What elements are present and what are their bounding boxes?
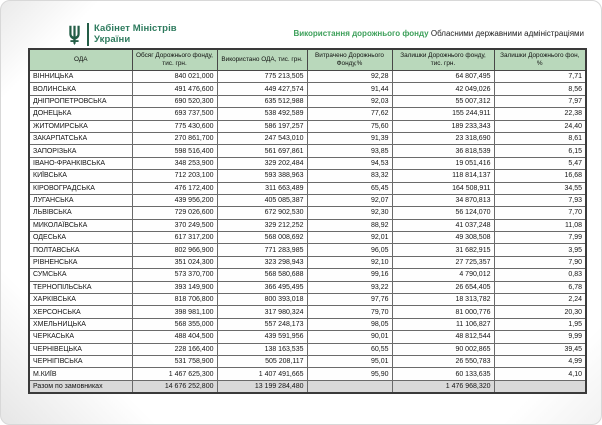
cell-remain_pct: 7,97 [494,95,586,107]
cell-remain_pct: 20,30 [494,306,586,318]
cell-remain: 164 508,911 [392,182,494,194]
logo-divider [87,23,89,46]
cell-remain_pct: 9,99 [494,331,586,343]
cell-spent: 99,16 [307,269,392,281]
cell-spent: 91,39 [307,132,392,144]
cell-used: 568 008,692 [217,232,307,244]
cell-spent: 92,01 [307,232,392,244]
cell-name: ОДЕСЬКА [29,232,132,244]
cell-name: ДОНЕЦЬКА [29,108,132,120]
cell-name: ЛЬВІВСЬКА [29,207,132,219]
cell-used: 247 543,010 [217,132,307,144]
cell-name: КИЇВСЬКА [29,170,132,182]
cell-remain_pct: 5,47 [494,157,586,169]
cell-spent: 95,90 [307,368,392,380]
total-row [29,380,586,393]
total-label: Разом по замовниках [29,380,132,393]
cell-remain_pct: 3,95 [494,244,586,256]
road-fund-table [28,48,587,394]
cell-remain: 64 807,495 [392,71,494,83]
cell-remain_pct: 6,15 [494,145,586,157]
cell-remain_pct: 7,99 [494,232,586,244]
cell-used: 586 197,257 [217,120,307,132]
cell-remain: 118 814,137 [392,170,494,182]
cell-remain_pct: 7,93 [494,194,586,206]
cell-used: 771 283,985 [217,244,307,256]
cell-spent: 60,55 [307,343,392,355]
cell-name: ДНІПРОПЕТРОВСЬКА [29,95,132,107]
cell-spent: 75,60 [307,120,392,132]
cell-spent: 79,70 [307,306,392,318]
table-row [29,294,586,306]
table-row [29,132,586,144]
cell-spent: 83,32 [307,170,392,182]
cell-remain_pct: 8,61 [494,132,586,144]
cell-name: ЛУГАНСЬКА [29,194,132,206]
cell-used: 449 427,574 [217,83,307,95]
cell-volume: 439 956,200 [132,194,217,206]
total-remain: 1 476 968,320 [392,380,494,393]
cell-remain: 27 725,357 [392,256,494,268]
cell-name: ЧЕРКАСЬКА [29,331,132,343]
cell-remain_pct: 39,45 [494,343,586,355]
cell-volume: 393 149,900 [132,281,217,293]
cell-name: ВОЛИНСЬКА [29,83,132,95]
cell-volume: 598 516,400 [132,145,217,157]
cell-remain_pct: 8,56 [494,83,586,95]
cell-volume: 573 370,700 [132,269,217,281]
cell-spent: 92,03 [307,95,392,107]
cell-remain_pct: 7,71 [494,71,586,83]
cell-spent: 92,28 [307,71,392,83]
cell-volume: 568 355,000 [132,318,217,330]
cell-name: ЖИТОМИРСЬКА [29,120,132,132]
cell-remain_pct: 6,78 [494,281,586,293]
cell-used: 329 202,484 [217,157,307,169]
table-row [29,182,586,194]
cell-remain: 26 550,783 [392,355,494,367]
cell-used: 329 212,252 [217,219,307,231]
table-row [29,194,586,206]
cell-name: ЧЕРНІВЕЦЬКА [29,343,132,355]
total-used: 13 199 284,480 [217,380,307,393]
cell-volume: 370 249,500 [132,219,217,231]
table-row [29,170,586,182]
cell-used: 557 248,173 [217,318,307,330]
cell-name: ХАРКІВСЬКА [29,294,132,306]
ukraine-trident-icon [67,25,82,45]
cell-spent: 65,45 [307,182,392,194]
cell-volume: 802 966,900 [132,244,217,256]
cell-remain: 56 124,070 [392,207,494,219]
cell-volume: 617 317,200 [132,232,217,244]
cell-used: 311 663,489 [217,182,307,194]
cell-remain: 90 002,865 [392,343,494,355]
col-header-spent-pct: Витрачено Дорожнього Фонду,% [307,49,392,71]
org-name [94,24,177,45]
table-row [29,331,586,343]
cell-remain_pct: 4,10 [494,368,586,380]
total-remain-pct [494,380,586,393]
cell-used: 672 902,530 [217,207,307,219]
cell-volume: 531 758,900 [132,355,217,367]
cell-used: 505 208,117 [217,355,307,367]
cell-used: 593 388,963 [217,170,307,182]
org-name-line2: України [94,33,131,45]
cell-spent: 95,01 [307,355,392,367]
cell-remain: 155 244,911 [392,108,494,120]
col-header-remain: Залишки Дорожнього фонду, тис. грн. [392,49,494,71]
cell-remain: 42 049,026 [392,83,494,95]
cell-remain: 31 682,915 [392,244,494,256]
cell-spent: 94,53 [307,157,392,169]
cell-spent: 93,85 [307,145,392,157]
table-row [29,95,586,107]
table-row [29,120,586,132]
cell-used: 366 495,495 [217,281,307,293]
cell-name: СУМСЬКА [29,269,132,281]
cell-used: 138 163,535 [217,343,307,355]
cell-remain: 4 790,012 [392,269,494,281]
total-spent-pct [307,380,392,393]
table-row [29,219,586,231]
cell-volume: 818 706,800 [132,294,217,306]
cell-name: ХЕРСОНСЬКА [29,306,132,318]
table-row [29,207,586,219]
cell-volume: 398 981,100 [132,306,217,318]
cell-remain: 55 007,312 [392,95,494,107]
cell-used: 561 697,861 [217,145,307,157]
table-row [29,306,586,318]
cell-remain_pct: 34,55 [494,182,586,194]
col-header-oda: ОДА [29,49,132,71]
table-header-row [29,49,586,71]
cell-remain: 23 318,690 [392,132,494,144]
cell-name: КІРОВОГРАДСЬКА [29,182,132,194]
cell-name: МИКОЛАЇВСЬКА [29,219,132,231]
cell-volume: 228 166,400 [132,343,217,355]
cell-spent: 97,76 [307,294,392,306]
cell-volume: 729 026,600 [132,207,217,219]
table-row [29,232,586,244]
cell-volume: 840 021,000 [132,71,217,83]
cell-name: ІВАНО-ФРАНКІВСЬКА [29,157,132,169]
cell-remain: 60 133,635 [392,368,494,380]
cell-volume: 775 430,600 [132,120,217,132]
cell-remain_pct: 4,99 [494,355,586,367]
cell-used: 800 393,018 [217,294,307,306]
cell-remain_pct: 0,83 [494,269,586,281]
cell-used: 635 512,988 [217,95,307,107]
cell-remain_pct: 22,38 [494,108,586,120]
cell-spent: 92,30 [307,207,392,219]
cell-remain_pct: 11,08 [494,219,586,231]
table-row [29,83,586,95]
table-row [29,368,586,380]
cell-volume: 351 024,300 [132,256,217,268]
col-header-volume: Обсяг Дорожнього фонду, тис. грн. [132,49,217,71]
cell-spent: 90,01 [307,331,392,343]
cell-spent: 93,22 [307,281,392,293]
cell-name: ТЕРНОПІЛЬСЬКА [29,281,132,293]
cell-used: 1 407 491,665 [217,368,307,380]
cell-remain_pct: 2,24 [494,294,586,306]
page-title [293,29,584,38]
table-row [29,318,586,330]
table-row [29,281,586,293]
table-row [29,108,586,120]
col-header-remain-pct: Залишки Дорожнього фон, % [494,49,586,71]
cell-remain: 48 812,544 [392,331,494,343]
cell-remain_pct: 7,90 [494,256,586,268]
cell-volume: 712 203,100 [132,170,217,182]
cell-remain: 41 037,248 [392,219,494,231]
cell-remain_pct: 1,95 [494,318,586,330]
page-title-green: Використання дорожнього фонду [293,29,429,38]
total-volume: 14 676 252,800 [132,380,217,393]
cell-used: 538 492,589 [217,108,307,120]
cell-used: 323 298,943 [217,256,307,268]
cell-remain: 189 233,343 [392,120,494,132]
cell-spent: 77,62 [307,108,392,120]
cell-used: 568 580,688 [217,269,307,281]
cell-remain: 34 870,813 [392,194,494,206]
cell-name: ЗАПОРІЗЬКА [29,145,132,157]
cell-remain_pct: 24,40 [494,120,586,132]
cell-volume: 488 404,500 [132,331,217,343]
cell-remain: 26 654,405 [392,281,494,293]
table-row [29,157,586,169]
table-body [29,71,586,381]
cell-volume: 491 476,600 [132,83,217,95]
cell-remain: 36 818,539 [392,145,494,157]
cell-spent: 98,05 [307,318,392,330]
cell-remain_pct: 16,68 [494,170,586,182]
cell-used: 775 213,505 [217,71,307,83]
cell-volume: 476 172,400 [132,182,217,194]
cell-spent: 92,07 [307,194,392,206]
table-row [29,355,586,367]
cell-spent: 91,44 [307,83,392,95]
cell-volume: 693 737,500 [132,108,217,120]
org-name-line1: Кабінет Міністрів [94,22,177,34]
cell-used: 439 591,956 [217,331,307,343]
cell-name: ЗАКАРПАТСЬКА [29,132,132,144]
cell-spent: 88,92 [307,219,392,231]
table-row [29,269,586,281]
cell-name: ВІННИЦЬКА [29,71,132,83]
cell-remain: 19 051,416 [392,157,494,169]
table-row [29,71,586,83]
cell-remain_pct: 7,70 [494,207,586,219]
cell-volume: 690 520,300 [132,95,217,107]
cell-spent: 96,05 [307,244,392,256]
cell-spent: 92,10 [307,256,392,268]
cell-name: ЧЕРНІГІВСЬКА [29,355,132,367]
col-header-used: Використано ОДА, тис. грн. [217,49,307,71]
cell-name: РІВНЕНСЬКА [29,256,132,268]
cell-volume: 348 253,900 [132,157,217,169]
cell-volume: 1 467 625,300 [132,368,217,380]
cell-remain: 18 313,782 [392,294,494,306]
cell-remain: 11 106,827 [392,318,494,330]
cell-volume: 270 861,700 [132,132,217,144]
cell-used: 317 980,324 [217,306,307,318]
table-row [29,244,586,256]
cell-remain: 81 000,776 [392,306,494,318]
table-row [29,145,586,157]
table-row [29,256,586,268]
cell-name: М.КИЇВ [29,368,132,380]
table-row [29,343,586,355]
page-title-black: Обласними державними адміністраціями [430,29,584,38]
cell-used: 405 085,387 [217,194,307,206]
cell-name: ПОЛТАВСЬКА [29,244,132,256]
cell-name: ХМЕЛЬНИЦЬКА [29,318,132,330]
cell-remain: 49 308,508 [392,232,494,244]
cabinet-of-ministers-logo [67,23,177,46]
